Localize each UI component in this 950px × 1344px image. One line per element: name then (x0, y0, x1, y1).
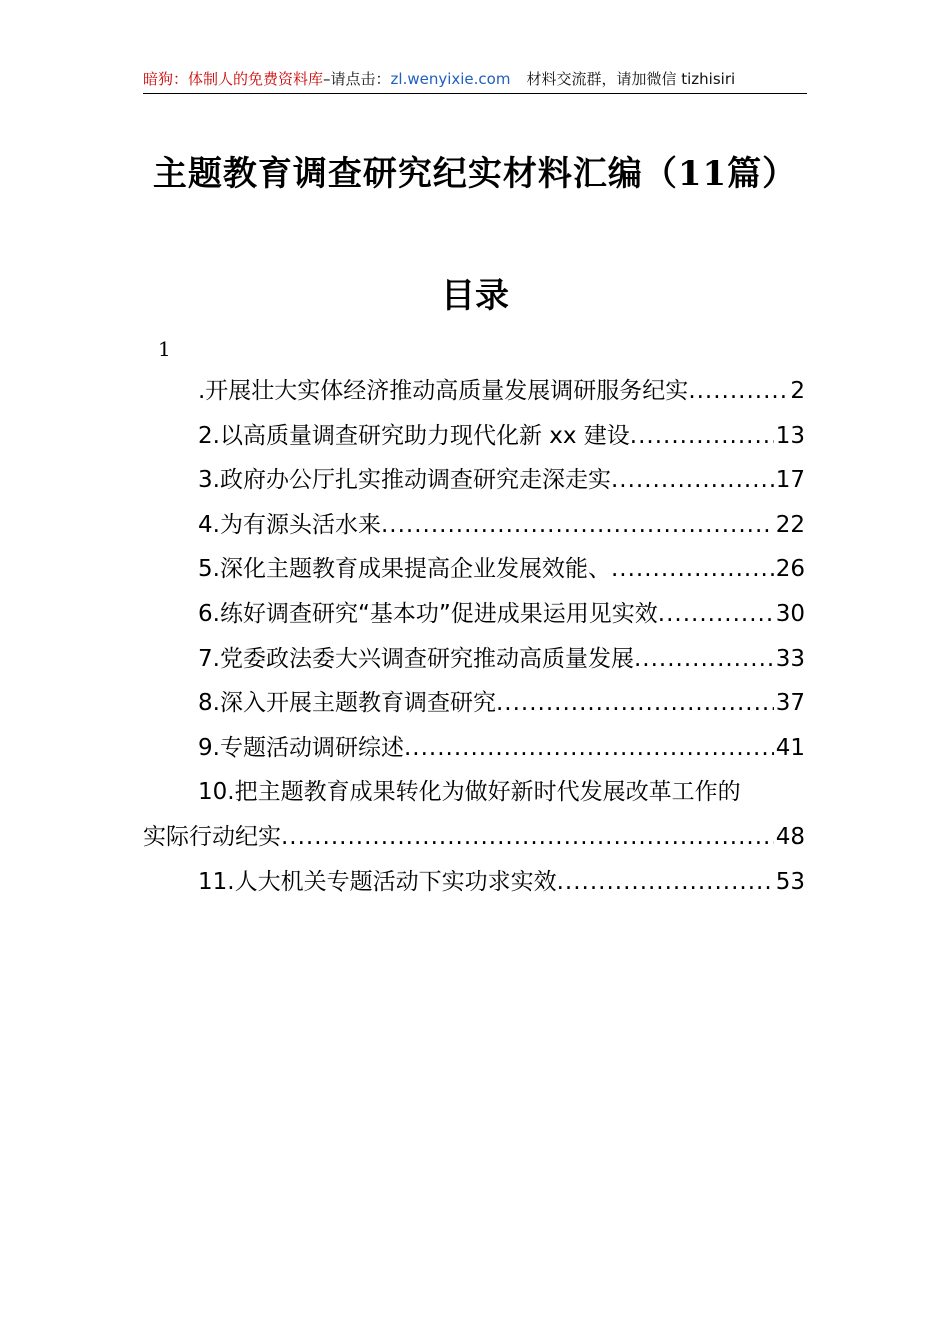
toc-entry-title: .开展壮大实体经济推动高质量发展调研服务纪实 (198, 378, 689, 404)
toc-leader (611, 458, 774, 503)
toc-entry-title: 4.为有源头活水来 (198, 511, 381, 538)
toc-entry-page: 30 (775, 600, 805, 627)
toc-entry-page: 22 (775, 511, 805, 538)
toc-entry[interactable] (143, 458, 805, 503)
header-divider (143, 93, 807, 94)
toc-leader (688, 369, 788, 414)
toc-leader (281, 815, 774, 860)
toc-leader (630, 414, 774, 459)
toc-entry-continuation[interactable] (143, 815, 805, 860)
toc-entry[interactable] (143, 860, 805, 905)
header-click-prefix: –请点击： (323, 70, 391, 88)
toc-heading: 目录 (441, 276, 509, 316)
toc-entry-page: 17 (775, 467, 805, 494)
header-brand: 暗狗：体制人的免费资料库 (143, 70, 324, 88)
toc-entry[interactable] (143, 681, 805, 726)
toc-entry-title: 11.人大机关专题活动下实功求实效 (198, 868, 557, 895)
toc-entry-page: 13 (775, 422, 805, 449)
toc-entry-title-line1: 10.把主题教育成果转化为做好新时代发展改革工作的 (198, 779, 741, 806)
toc-leader (658, 592, 774, 637)
toc-entry-title-line2: 实际行动纪实 (143, 823, 281, 850)
toc-entry-title: 3.政府办公厅扎实推动调查研究走深走实 (198, 467, 611, 494)
toc-entry-page: 37 (775, 690, 805, 717)
toc-entry[interactable] (143, 547, 805, 592)
toc-entry-page: 26 (775, 556, 805, 583)
document-title: 主题教育调查研究纪实材料汇编（11篇） (152, 154, 798, 194)
toc-leader (611, 547, 774, 592)
toc-entry[interactable] (143, 503, 805, 548)
header-url-link[interactable]: zl.wenyixie.com (390, 70, 511, 88)
toc-entry-page: 2 (790, 378, 805, 404)
toc-entry-title: 2.以高质量调查研究助力现代化新 xx 建设 (198, 422, 630, 449)
toc-marker: 1 (158, 337, 171, 361)
toc-entry-title: 5.深化主题教育成果提高企业发展效能、 (198, 556, 611, 583)
toc-entry-title: 8.深入开展主题教育调查研究 (198, 690, 496, 717)
toc-entry-title: 7.党委政法委大兴调查研究推动高质量发展 (198, 645, 634, 672)
toc-entry-title: 9.专题活动调研综述 (198, 734, 404, 761)
toc-entry-page: 41 (775, 734, 805, 761)
toc-entry[interactable] (143, 637, 805, 682)
toc-entry-title: 6.练好调查研究“基本功”促进成果运用见实效 (198, 600, 658, 627)
header-contact: 材料交流群，请加微信 tizhisiri (526, 70, 736, 88)
toc-entry-page: 53 (775, 868, 805, 895)
toc-leader (404, 726, 774, 771)
toc-entry[interactable] (143, 770, 805, 815)
toc-entry[interactable] (143, 726, 805, 771)
toc-entry-page: 48 (775, 823, 805, 850)
toc-entry[interactable] (143, 592, 805, 637)
page-header (143, 68, 807, 90)
toc-entry-page: 33 (775, 645, 805, 672)
toc-leader (634, 637, 774, 682)
toc-leader (381, 503, 774, 548)
toc-entry[interactable] (143, 414, 805, 459)
toc-entry[interactable] (143, 369, 805, 414)
toc-leader (496, 681, 774, 726)
table-of-contents (143, 369, 805, 904)
toc-leader (557, 860, 774, 905)
